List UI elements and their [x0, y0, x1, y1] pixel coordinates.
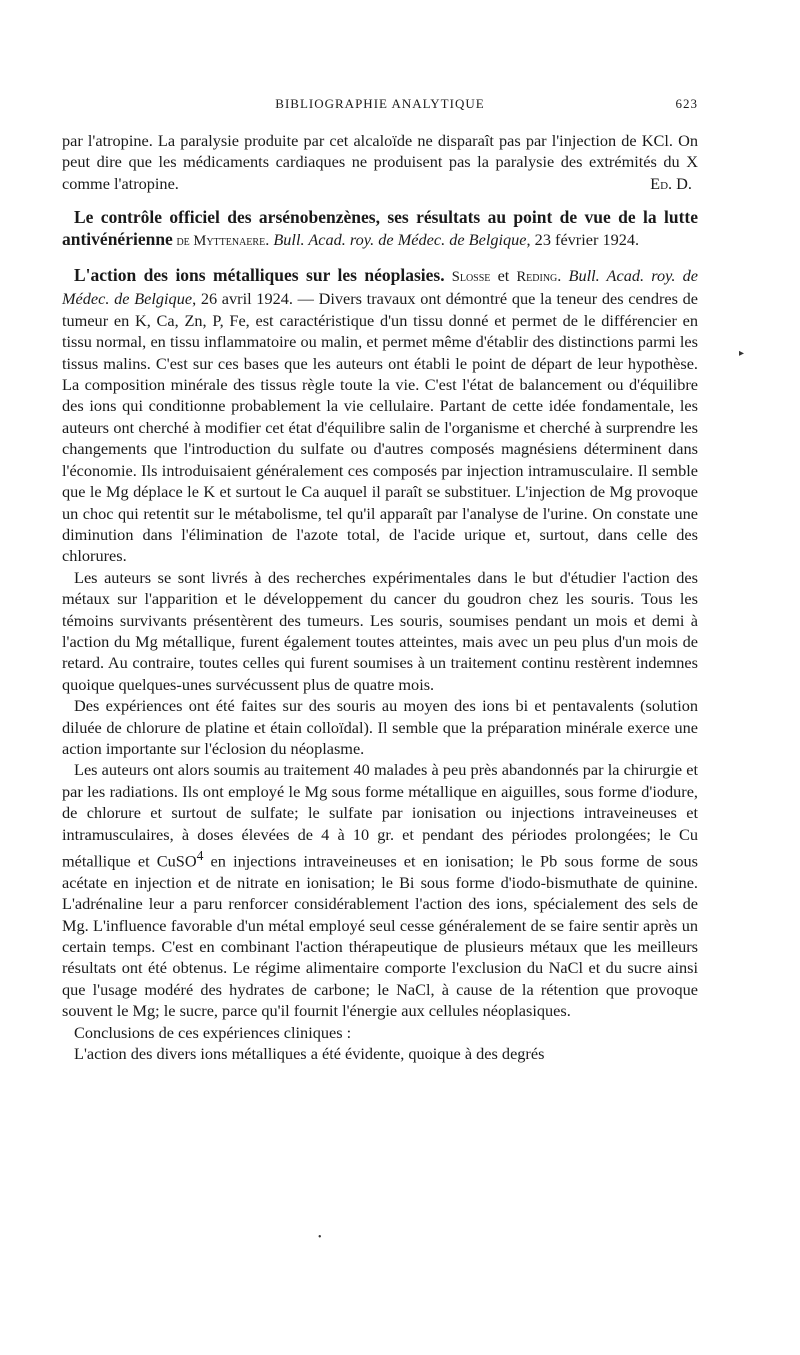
paragraph: Des expériences ont été faites sur des souris au moyen des ions bi et pentavalents (solution diluée de chlorure de platine et étain colloïdal). Il semble que la préparation minérale exerce une action importante sur l'éclosion du néoplasme. [62, 696, 698, 758]
bibliography-entry-ions-metalliques: L'action des ions métalliques sur les néoplasies. Slosse et Reding. Bull. Acad. roy. de Médec. de Belgique, 26 avril 1924. — Divers travaux ont démontré que la teneur des cendres de tumeur en K, Ca, Zn, P, Fe, est caractéristique d'un tissu donné et permet de le différencier en tissu normal, en tissu inflammatoire ou malin, et permet même d'établir des distinctions parmi les tissus malins. C'est sur ces bases que les auteurs ont établi le point de départ de leur hypothèse. La composition minérale des tissus règle toute la vie. C'est l'état de balancement ou d'équilibre des ions qui conditionne probablement la vie cellulaire. Partant de cette idée fondamentale, les auteurs ont cherché à modifier cet état d'équilibre salin de l'organisme et cherché à surprendre les changements que l'introduction du sulfate ou d'autres composés magnésiens déterminent dans l'économie. Ils introduisaient généralement ces composés par injection intramusculaire. Il semble que le Mg déplace le K et surtout le Ca auquel il paraît se substituer. L'injection de Mg provoque un choc qui retentit sur le métabolisme, tel qu'il apparaît par l'analyse de l'urine. On constate une diminution dans l'élimination de l'azote total, de l'acide urique et, surtout, dans celle des chlorures. [62, 265, 699, 566]
margin-dot-icon: ▸ [739, 348, 745, 359]
entry-title: L'action des ions métalliques sur les néoplasies. [74, 265, 445, 286]
paragraph: Les auteurs se sont livrés à des recherches expérimentales dans le but d'étudier l'action des métaux sur l'apparition et le développement du cancer du goudron chez les souris. Tous les témoins survivants présentèrent des tumeurs. Les souris, soumises pendant un mois et demi à l'action du Mg métallique, furent également toutes atteintes, mais avec un peu plus d'un mois de retard. Au contraire, toutes celles qui furent soumises à un traitement continu restèrent indemnes quoique quelques-unes survécussent plus de quatre mois. [62, 567, 698, 694]
entry-connector: de [172, 232, 194, 249]
bibliography-entry-arsenobenzenes: Le contrôle officiel des arsénobenzènes, ses résultats au point de vue de la lutte antivénérienne de Myttenaere. Bull. Acad. roy. de Médec. de Belgique, 23 février 1924. [62, 207, 698, 249]
reviewer-signature: Ed. D. [650, 173, 692, 193]
page-number: 623 [675, 96, 698, 111]
entry-journal: Bull. Acad. roy. de Médec. de Belgique [273, 229, 527, 249]
entry-and: et [490, 266, 517, 286]
entry-title: Le contrôle officiel des arsénobenzènes, ses résultats au point de vue de la lutte antivénérienne [62, 207, 698, 249]
paragraph: Conclusions de ces expériences cliniques : [74, 1022, 352, 1042]
article-body [62, 130, 698, 1064]
superscript: 4 [196, 848, 204, 863]
paragraph: L'action des divers ions métalliques a été évidente, quoique à des degrés [74, 1044, 545, 1064]
entry-date: , 23 février 1924. [526, 229, 640, 249]
margin-dot-icon: • [318, 1232, 322, 1243]
running-title: BIBLIOGRAPHIE ANALYTIQUE [275, 96, 485, 111]
running-head [62, 96, 698, 118]
entry-author: Myttenaere [193, 232, 266, 249]
paragraph-text: Les auteurs ont alors soumis au traitement 40 malades à peu près abandonnés par la chirurgie et par les radiations. Ils ont employé le Mg sous forme métallique en aiguilles, sous forme d'iodure, de chlorure et surtout de sulfate; le sulfate par ionisation ou injections intraveineuses et intramusculaires, à doses élevées de 4 à 10 gr. et pendant des périodes prolongées; le Cu métallique et CuSO [62, 760, 698, 871]
paragraph [62, 759, 698, 1021]
paragraph-continued [62, 130, 698, 194]
entry-author: Reding [516, 269, 558, 286]
entry-abstract-text: , 26 avril 1924. — Divers travaux ont démontré que la teneur des cendres de tumeur en K, Ca, Zn, P, Fe, est caractéristique d'un tissu donné et permet de le différencier en tissu normal, en tissu inflammatoire ou malin, et permet même d'établir des distinctions parmi les tissus malins. C'est sur ces bases que les auteurs ont établi le point de départ de leur hypothèse. La composition minérale des tissus règle toute la vie. C'est l'état de balancement ou d'équilibre des ions qui conditionne probablement la vie cellulaire. Partant de cette idée fondamentale, les auteurs ont cherché à modifier cet état d'équilibre salin de l'organisme et cherché à surprendre les changements que l'introduction du sulfate ou d'autres composés magnésiens déterminent dans l'économie. Ils introduisaient généralement ces composés par injection intramusculaire. Il semble que le Mg déplace le K et surtout le Ca auquel il paraît se substituer. L'injection de Mg provoque un choc qui retentit sur le métabolisme, tel qu'il apparaît par l'analyse de l'urine. On constate une diminution dans l'élimination de l'azote total, de l'acide urique et, surtout, dans celle des chlorures. [62, 289, 699, 566]
page [62, 0, 698, 1064]
paragraph-text: par l'atropine. La paralysie produite par cet alcaloïde ne disparaît pas par l'injection de KCl. On peut dire que les médicaments cardiaques ne produisent pas la paralysie des extrémités du X comme l'atropine. [62, 131, 698, 193]
entry-journal: Bull. Acad. roy. de Médec. de Belgique [62, 266, 699, 309]
entry-author: Slosse [451, 269, 491, 286]
paragraph-text: en injections intraveineuses et en ionisation; le Pb sous forme de sous acétate en injection et de nitrate en ionisation; le Bi sous forme d'iodo-bismuthate de quinine. L'adrénaline leur a paru renforcer considérablement l'action des ions, spécialement des sels de Mg. L'influence favorable d'un métal employé seul cesse généralement de se faire sentir après un certain temps. C'est en combinant l'action thérapeutique de plusieurs métaux que les meilleurs résultats ont été obtenus. Le régime alimentaire comporte l'exclusion du NaCl et du sucre ainsi que l'usage modéré des hydrates de carbone; le NaCl, à cause de la rétention que provoque souvent le Mg; le sucre, parce qu'il fournit l'énergie aux cellules néoplasiques. [62, 851, 698, 1021]
